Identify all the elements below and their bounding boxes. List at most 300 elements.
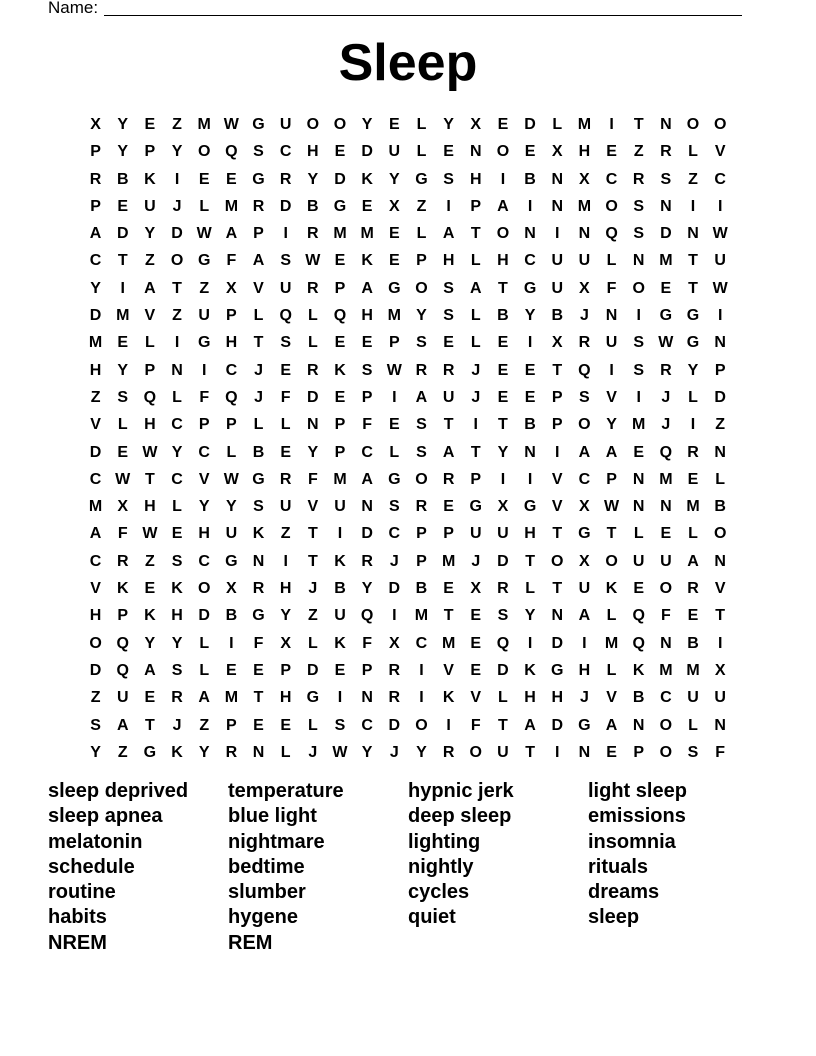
grid-letter: D xyxy=(388,580,401,598)
grid-letter: D xyxy=(551,634,564,652)
grid-letter: V xyxy=(307,498,319,516)
grid-letter: O xyxy=(713,116,727,133)
grid-letter: E xyxy=(443,580,454,598)
grid-letter: S xyxy=(171,661,183,679)
word-column xyxy=(588,779,768,956)
grid-letter: G xyxy=(523,279,537,297)
grid-letter: M xyxy=(333,470,347,488)
word-list-item: deep sleep xyxy=(408,805,512,828)
grid-letter: Q xyxy=(632,634,645,652)
grid-letter: E xyxy=(226,170,237,188)
grid-letter: A xyxy=(605,443,618,461)
grid-letter: T xyxy=(470,443,481,461)
grid-letter: S xyxy=(280,252,291,270)
grid-letter: T xyxy=(498,416,508,434)
grid-letter: G xyxy=(523,498,537,516)
grid-letter: P xyxy=(443,525,454,543)
grid-letter: D xyxy=(198,607,210,625)
grid-letter: D xyxy=(171,225,183,243)
grid-letter: W xyxy=(712,225,728,243)
grid-letter: U xyxy=(714,689,726,707)
grid-letter: E xyxy=(497,361,509,379)
grid-letter: U xyxy=(497,743,509,761)
grid-letter: Z xyxy=(199,279,210,297)
grid-letter: Q xyxy=(279,307,292,325)
grid-letter: L xyxy=(172,388,182,406)
grid-letter: X xyxy=(579,279,590,297)
grid-letter: L xyxy=(688,716,698,734)
grid-letter: Q xyxy=(225,388,238,406)
grid-letter: P xyxy=(388,334,400,352)
grid-letter: P xyxy=(226,416,237,434)
grid-letter: Y xyxy=(388,170,400,188)
grid-letter: J xyxy=(661,388,671,406)
grid-letter: S xyxy=(253,143,264,161)
grid-letter: B xyxy=(497,307,509,325)
grid-letter: P xyxy=(470,470,482,488)
grid-letter: F xyxy=(280,388,291,406)
grid-letter: I xyxy=(419,689,424,707)
grid-letter: U xyxy=(578,580,591,598)
grid-letter: H xyxy=(578,661,591,679)
grid-letter: X xyxy=(470,580,482,598)
grid-letter: B xyxy=(687,634,699,652)
grid-letter: C xyxy=(89,552,102,570)
grid-letter: X xyxy=(90,116,101,133)
grid-row xyxy=(82,630,734,657)
grid-letter: H xyxy=(89,607,102,625)
grid-letter: Y xyxy=(280,607,291,625)
grid-letter: Z xyxy=(117,743,128,761)
grid-letter: J xyxy=(308,580,318,598)
word-list-item: dreams xyxy=(588,881,660,904)
grid-letter: Y xyxy=(606,416,617,434)
grid-letter: E xyxy=(144,689,156,707)
grid-letter: C xyxy=(225,361,238,379)
grid-letter: J xyxy=(172,716,182,734)
grid-letter: K xyxy=(361,170,373,188)
grid-letter: P xyxy=(144,143,156,161)
grid-letter: P xyxy=(470,197,482,215)
grid-letter: A xyxy=(442,443,455,461)
grid-letter: F xyxy=(253,634,264,652)
grid-letter: N xyxy=(578,225,591,243)
grid-letter: E xyxy=(470,661,482,679)
grid-letter: C xyxy=(198,552,210,570)
grid-letter: W xyxy=(305,252,321,270)
grid-letter: M xyxy=(659,661,673,679)
grid-letter: H xyxy=(144,498,156,516)
grid-letter: X xyxy=(551,334,563,352)
grid-letter: V xyxy=(551,498,563,516)
grid-letter: M xyxy=(224,197,239,215)
page-title: Sleep xyxy=(338,34,478,92)
word-list-item: bedtime xyxy=(228,855,305,878)
grid-letter: W xyxy=(196,225,212,243)
grid-letter: M xyxy=(414,607,429,625)
grid-letter: G xyxy=(252,607,265,625)
grid-letter: G xyxy=(388,279,401,297)
grid-letter: O xyxy=(632,279,645,297)
grid-letter: R xyxy=(116,552,129,570)
grid-letter: N xyxy=(660,116,672,133)
grid-letter: I xyxy=(527,634,533,652)
grid-letter: Y xyxy=(117,361,129,379)
grid-letter: S xyxy=(416,443,427,461)
grid-row xyxy=(82,493,734,520)
grid-row xyxy=(82,466,734,493)
grid-letter: A xyxy=(497,197,509,215)
grid-letter: L xyxy=(253,307,264,325)
word-list-item: sleep apnea xyxy=(48,805,163,828)
grid-letter: S xyxy=(280,334,291,352)
word-list-item: light sleep xyxy=(588,780,687,802)
grid-letter: C xyxy=(388,525,401,543)
grid-letter: Y xyxy=(198,743,210,761)
grid-letter: R xyxy=(578,334,591,352)
grid-letter: I xyxy=(555,743,560,761)
grid-letter: Z xyxy=(199,716,210,734)
grid-letter: P xyxy=(226,307,237,325)
grid-letter: U xyxy=(714,252,726,270)
grid-letter: S xyxy=(633,225,645,243)
grid-letter: P xyxy=(416,525,427,543)
grid-letter: Q xyxy=(659,443,673,461)
grid-letter: A xyxy=(605,716,618,734)
grid-letter: L xyxy=(307,634,318,652)
word-column xyxy=(48,779,228,956)
grid-letter: J xyxy=(579,689,589,707)
word-column xyxy=(408,779,588,956)
grid-letter: M xyxy=(686,661,700,679)
grid-letter: Z xyxy=(715,416,726,434)
grid-letter: P xyxy=(606,470,617,488)
grid-letter: R xyxy=(687,443,699,461)
word-list-item: hypnic jerk xyxy=(408,780,514,802)
grid-letter: I xyxy=(717,307,723,325)
grid-letter: E xyxy=(633,580,645,598)
grid-row xyxy=(82,739,734,766)
grid-letter: M xyxy=(577,197,592,215)
grid-letter: O xyxy=(496,143,510,161)
grid-letter: P xyxy=(117,607,129,625)
grid-letter: I xyxy=(283,225,288,243)
grid-letter: G xyxy=(252,470,265,488)
grid-letter: N xyxy=(714,443,726,461)
grid-letter: R xyxy=(442,743,455,761)
grid-letter: O xyxy=(333,116,347,133)
grid-letter: A xyxy=(89,525,102,543)
grid-letter: N xyxy=(469,143,482,161)
grid-letter: G xyxy=(225,552,238,570)
grid-letter: H xyxy=(89,361,102,379)
grid-letter: R xyxy=(279,470,292,488)
grid-letter: D xyxy=(89,307,102,325)
grid-letter: B xyxy=(415,580,428,598)
grid-letter: L xyxy=(226,443,237,461)
grid-row xyxy=(82,411,734,438)
grid-letter: V xyxy=(714,143,726,161)
grid-letter: S xyxy=(388,498,400,516)
grid-letter: Z xyxy=(633,143,644,161)
grid-letter: D xyxy=(551,716,564,734)
grid-letter: R xyxy=(252,580,265,598)
grid-letter: S xyxy=(171,552,183,570)
word-list-item: slumber xyxy=(228,881,306,904)
grid-letter: C xyxy=(171,470,183,488)
grid-letter: S xyxy=(416,334,427,352)
grid-letter: O xyxy=(306,116,320,133)
word-list-item: REM xyxy=(228,931,273,954)
word-list-item: temperature xyxy=(228,780,344,802)
grid-letter: S xyxy=(633,361,645,379)
grid-letter: C xyxy=(524,252,536,270)
grid-letter: N xyxy=(632,716,645,734)
grid-letter: E xyxy=(687,470,699,488)
grid-row xyxy=(82,138,734,165)
grid-letter: Y xyxy=(307,443,319,461)
grid-letter: B xyxy=(225,607,238,625)
grid-letter: U xyxy=(551,252,564,270)
grid-letter: R xyxy=(89,170,102,188)
grid-letter: D xyxy=(714,388,726,406)
grid-letter: K xyxy=(334,552,346,570)
grid-letter: G xyxy=(551,661,564,679)
grid-letter: J xyxy=(471,361,481,379)
grid-letter: D xyxy=(334,170,346,188)
grid-letter: V xyxy=(714,580,726,598)
grid-letter: S xyxy=(253,498,264,516)
grid-letter: B xyxy=(632,689,645,707)
grid-letter: E xyxy=(443,498,454,516)
grid-letter: L xyxy=(606,661,617,679)
grid-letter: L xyxy=(552,116,563,133)
grid-letter: I xyxy=(174,334,180,352)
grid-letter: L xyxy=(416,116,427,133)
grid-letter: R xyxy=(388,689,401,707)
grid-letter: O xyxy=(496,225,510,243)
grid-letter: K xyxy=(171,580,183,598)
grid-letter: L xyxy=(307,334,318,352)
grid-letter: T xyxy=(145,470,155,488)
grid-letter: L xyxy=(470,334,481,352)
grid-letter: Q xyxy=(225,143,238,161)
grid-letter: N xyxy=(361,498,373,516)
word-list xyxy=(48,779,768,956)
grid-letter: N xyxy=(252,552,265,570)
grid-letter: Z xyxy=(90,388,101,406)
grid-letter: J xyxy=(254,388,263,406)
grid-letter: D xyxy=(388,716,401,734)
grid-letter: G xyxy=(415,170,428,188)
grid-letter: N xyxy=(524,225,536,243)
grid-letter: O xyxy=(605,552,618,570)
grid-letter: O xyxy=(686,116,700,133)
grid-letter: S xyxy=(361,361,373,379)
grid-letter: A xyxy=(198,689,210,707)
grid-letter: I xyxy=(419,661,424,679)
grid-letter: F xyxy=(606,279,617,297)
grid-letter: N xyxy=(687,225,699,243)
grid-letter: K xyxy=(632,661,645,679)
grid-row xyxy=(82,111,734,138)
grid-letter: U xyxy=(388,143,401,161)
grid-letter: D xyxy=(89,661,102,679)
grid-letter: L xyxy=(416,225,427,243)
name-underline xyxy=(104,15,742,16)
grid-letter: X xyxy=(388,634,400,652)
grid-letter: T xyxy=(443,416,454,434)
grid-letter: L xyxy=(470,252,481,270)
grid-letter: B xyxy=(714,498,726,516)
grid-letter: C xyxy=(279,143,292,161)
grid-letter: T xyxy=(117,252,128,270)
grid-letter: E xyxy=(388,116,400,133)
grid-letter: Y xyxy=(416,743,427,761)
grid-letter: Q xyxy=(578,361,591,379)
grid-letter: L xyxy=(389,443,400,461)
name-field xyxy=(48,0,742,18)
grid-letter: L xyxy=(688,525,698,543)
grid-letter: S xyxy=(633,197,645,215)
grid-row xyxy=(82,602,734,629)
grid-letter: C xyxy=(89,470,102,488)
grid-letter: G xyxy=(686,307,700,325)
grid-letter: G xyxy=(388,470,401,488)
grid-letter: L xyxy=(280,743,291,761)
grid-letter: L xyxy=(498,689,508,707)
grid-letter: L xyxy=(199,661,210,679)
grid-letter: R xyxy=(252,197,265,215)
grid-letter: E xyxy=(280,443,291,461)
grid-letter: D xyxy=(307,661,319,679)
grid-letter: D xyxy=(361,143,373,161)
grid-letter: I xyxy=(636,307,641,325)
grid-letter: E xyxy=(497,334,509,352)
grid-letter: E xyxy=(497,116,509,133)
grid-letter: H xyxy=(144,416,156,434)
grid-letter: I xyxy=(555,443,560,461)
grid-letter: I xyxy=(500,470,506,488)
grid-letter: L xyxy=(416,143,427,161)
grid-letter: J xyxy=(308,743,318,761)
grid-letter: U xyxy=(442,388,455,406)
grid-letter: M xyxy=(632,416,646,434)
grid-letter: E xyxy=(144,116,156,133)
grid-letter: D xyxy=(116,225,129,243)
grid-row xyxy=(82,712,734,739)
grid-letter: E xyxy=(524,388,536,406)
grid-letter: H xyxy=(524,525,536,543)
grid-letter: N xyxy=(605,307,618,325)
grid-letter: L xyxy=(280,416,291,434)
grid-letter: R xyxy=(660,143,672,161)
grid-letter: G xyxy=(143,743,157,761)
grid-letter: I xyxy=(690,416,696,434)
grid-letter: V xyxy=(606,689,617,707)
grid-letter: N xyxy=(551,607,564,625)
grid-letter: E xyxy=(117,334,129,352)
grid-letter: K xyxy=(171,743,183,761)
grid-letter: U xyxy=(279,116,292,133)
grid-letter: N xyxy=(660,634,672,652)
grid-letter: U xyxy=(116,689,129,707)
grid-letter: Z xyxy=(280,525,291,543)
grid-letter: E xyxy=(388,416,400,434)
grid-letter: Q xyxy=(605,225,618,243)
grid-letter: D xyxy=(279,197,292,215)
grid-letter: M xyxy=(88,498,103,516)
word-list-item: emissions xyxy=(588,805,686,828)
grid-letter: P xyxy=(253,225,264,243)
grid-letter: I xyxy=(582,634,587,652)
grid-letter: J xyxy=(661,416,671,434)
grid-letter: N xyxy=(714,334,726,352)
grid-letter: H xyxy=(279,689,292,707)
grid-row xyxy=(82,548,734,575)
grid-letter: N xyxy=(714,552,726,570)
grid-letter: E xyxy=(117,443,129,461)
grid-letter: I xyxy=(609,361,614,379)
grid-letter: N xyxy=(551,170,564,188)
grid-letter: P xyxy=(90,143,101,161)
grid-letter: N xyxy=(632,252,645,270)
grid-letter: I xyxy=(392,607,397,625)
grid-letter: U xyxy=(469,525,482,543)
grid-letter: R xyxy=(225,743,238,761)
grid-letter: X xyxy=(226,279,237,297)
grid-letter: S xyxy=(416,416,427,434)
word-list-item: NREM xyxy=(48,931,107,954)
grid-letter: N xyxy=(714,716,726,734)
grid-letter: O xyxy=(197,143,211,161)
grid-letter: I xyxy=(527,334,533,352)
grid-letter: E xyxy=(470,634,482,652)
grid-letter: E xyxy=(443,143,454,161)
grid-letter: Y xyxy=(144,225,156,243)
grid-letter: Y xyxy=(361,580,373,598)
grid-letter: P xyxy=(226,716,237,734)
grid-letter: G xyxy=(469,498,482,516)
grid-letter: Z xyxy=(416,197,427,215)
grid-letter: W xyxy=(712,279,728,297)
grid-letter: E xyxy=(117,197,129,215)
grid-letter: T xyxy=(688,279,698,297)
grid-letter: I xyxy=(337,525,343,543)
grid-letter: L xyxy=(715,470,726,488)
grid-letter: O xyxy=(659,716,673,734)
grid-letter: T xyxy=(307,525,318,543)
grid-letter: Q xyxy=(496,634,510,652)
grid-letter: R xyxy=(361,552,373,570)
grid-letter: P xyxy=(198,416,210,434)
grid-letter: U xyxy=(551,279,564,297)
grid-letter: Q xyxy=(116,661,129,679)
grid-row xyxy=(82,247,734,274)
grid-letter: E xyxy=(660,525,672,543)
grid-letter: E xyxy=(253,716,264,734)
grid-letter: Y xyxy=(171,634,183,652)
grid-letter: H xyxy=(198,525,210,543)
grid-letter: W xyxy=(142,443,158,461)
grid-letter: A xyxy=(687,552,699,570)
grid-letter: R xyxy=(388,661,401,679)
grid-letter: Z xyxy=(145,252,155,270)
grid-letter: X xyxy=(551,143,563,161)
grid-letter: M xyxy=(659,252,673,270)
grid-letter: V xyxy=(470,689,482,707)
grid-letter: N xyxy=(252,743,265,761)
